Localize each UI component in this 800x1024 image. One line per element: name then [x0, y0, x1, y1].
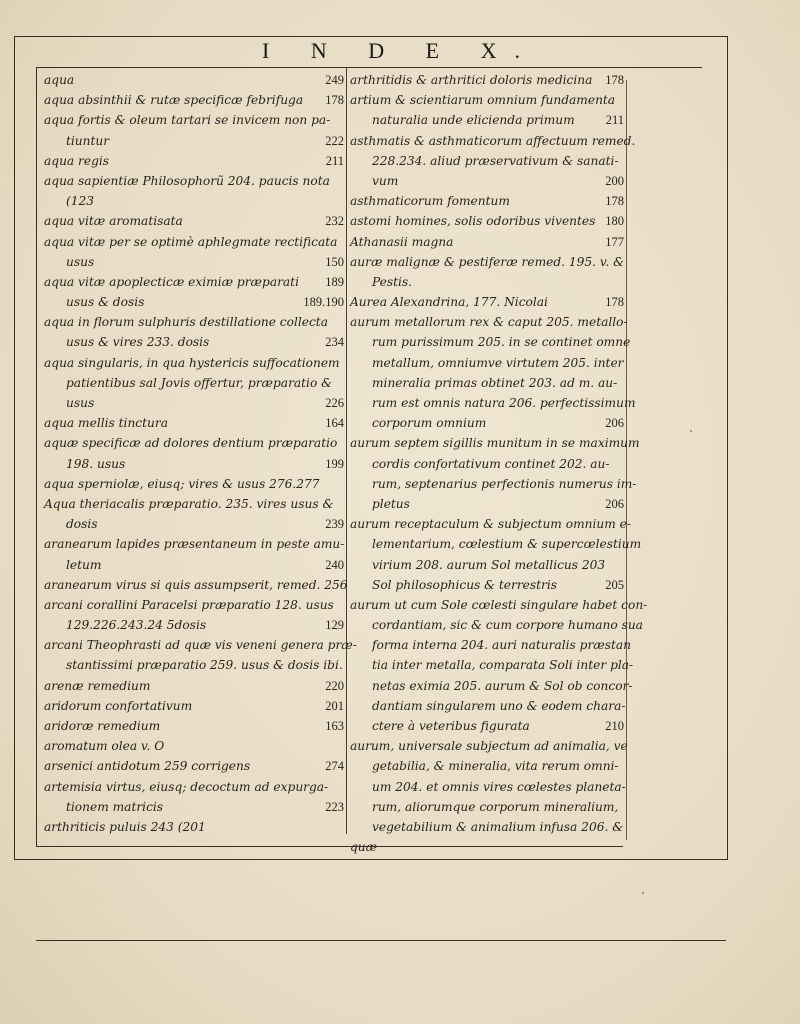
- index-entry-text: ctere à veteribus figurata: [372, 719, 530, 733]
- index-entry: [44, 817, 344, 837]
- index-entry-text: aqua vitæ per se optimè aphlegmate rectificata: [44, 234, 338, 249]
- index-entry-text: tiuntur: [66, 133, 110, 148]
- index-entry-text: metallum, omniumve virtutem 205. inter: [372, 355, 624, 370]
- index-entry: [350, 70, 624, 90]
- index-entry-text: aranearum lapides præsentaneum in peste amu-: [44, 537, 345, 552]
- index-entry-text: Aurea Alexandrina, 177. Nicolai: [350, 295, 548, 310]
- page-title: I N D E X.: [262, 38, 538, 63]
- index-entry: [44, 736, 344, 756]
- index-entry: [44, 90, 344, 110]
- index-entry-page-number: 239: [325, 517, 344, 532]
- index-entry: [44, 131, 344, 151]
- index-entry-text: forma interna 204. auri naturalis præstan: [372, 638, 631, 653]
- index-entry-text: artium & scientiarum omnium fundamenta: [350, 93, 616, 108]
- index-entry: [44, 494, 344, 514]
- index-entry: [350, 90, 624, 110]
- index-entry-page-number: 211: [325, 153, 344, 168]
- index-entry: [350, 332, 631, 352]
- index-entry-page-number: 200: [605, 173, 624, 188]
- index-entry-text: aqua regis: [44, 153, 110, 168]
- index-entry-page-number: 180: [605, 214, 624, 229]
- index-entry-text: getabilia, & mineralia, vita rerum omni-: [372, 759, 619, 774]
- index-entry: [44, 514, 344, 534]
- index-entry-text: arthriticis puluis 243 (201: [44, 819, 206, 834]
- index-entry-page-number: 222: [325, 133, 344, 148]
- index-entry: [350, 151, 624, 171]
- index-entry: [350, 252, 624, 272]
- index-entry-text: mineralia primas obtinet 203. ad m. au-: [372, 375, 618, 390]
- index-entry: [350, 373, 624, 393]
- index-entry-page-number: 201: [325, 698, 344, 713]
- index-entry-text: aqua in florum sulphuris destillatione collecta: [44, 315, 328, 330]
- index-entry: [350, 353, 624, 373]
- index-entry-text: aqua fortis & oleum tartari se invicem non pa-: [44, 113, 331, 128]
- index-entry-page-number: 240: [325, 557, 344, 572]
- index-entry: [350, 534, 642, 554]
- index-entry: [350, 635, 631, 655]
- index-entry-text: 198. usus: [66, 456, 126, 471]
- index-entry-text: asthmaticorum fomentum: [350, 194, 510, 209]
- bottom-rule: [36, 940, 726, 941]
- index-entry-page-number: 199: [325, 456, 344, 471]
- index-entry: [44, 191, 344, 211]
- index-entry: [44, 615, 344, 635]
- index-entry: [350, 777, 624, 797]
- index-entry-text: usus: [66, 254, 95, 269]
- index-column-right: [350, 70, 648, 857]
- index-entry-text: aridorum confortativum: [44, 698, 193, 713]
- index-entry-text: aqua absinthii & rutæ specificæ febrifuga: [44, 93, 304, 108]
- index-entry-text: rum purissimum 205. in se continet omne: [372, 335, 631, 350]
- index-entry-text: Pestis.: [372, 274, 413, 289]
- paper-speck: [642, 892, 644, 894]
- index-entry: [44, 110, 344, 130]
- index-entry: [350, 454, 624, 474]
- index-entry-text: 228.234. aliud præservativum & sanati-: [372, 153, 619, 168]
- index-entry-page-number: 211: [605, 113, 624, 128]
- index-entry: [350, 171, 624, 191]
- index-entry-text: vum: [372, 173, 399, 188]
- index-entry: [44, 474, 344, 494]
- index-entry: [350, 514, 631, 534]
- index-entry-page-number: 178: [325, 93, 344, 108]
- index-entry: [44, 373, 344, 393]
- index-entry-page-number: 164: [325, 416, 344, 431]
- right-edge-rule: [626, 80, 627, 840]
- index-entry-page-number: 234: [325, 335, 344, 350]
- index-entry: [44, 555, 344, 575]
- index-entry-text: arsenici antidotum 259 corrigens: [44, 759, 251, 774]
- index-entry: [44, 595, 344, 615]
- index-entry: [350, 312, 628, 332]
- index-entry: [350, 191, 624, 211]
- index-entry-text: astomi homines, solis odoribus viventes: [350, 214, 596, 229]
- index-entry-text: aurum, universale subjectum ad animalia, ve: [350, 739, 628, 754]
- index-entry-page-number: 223: [325, 799, 344, 814]
- index-entry: [350, 393, 636, 413]
- index-entry: [350, 696, 624, 716]
- index-entry-text: aurum receptaculum & subjectum omnium e-: [350, 517, 631, 532]
- index-entry-text: aqua vitæ aromatisata: [44, 214, 183, 229]
- index-entry: [350, 615, 643, 635]
- index-entry: [350, 716, 624, 736]
- index-entry: [350, 575, 624, 595]
- index-entry: [44, 655, 344, 675]
- index-column-left: [44, 70, 357, 837]
- index-entry: [44, 777, 344, 797]
- index-entry: [350, 837, 624, 857]
- index-entry-text: Athanasii magna: [350, 234, 454, 249]
- index-entry-text: vegetabilium & animalium infusa 206. &: [372, 819, 624, 834]
- index-entry-text: pletus: [372, 496, 410, 511]
- index-entry-text: dantiam singularem uno & eodem chara-: [372, 698, 626, 713]
- index-entry: [44, 575, 348, 595]
- index-entry: [44, 716, 344, 736]
- index-entry: [44, 676, 344, 696]
- index-entry: [44, 70, 344, 90]
- index-entry-page-number: 163: [325, 719, 344, 733]
- index-entry: [44, 171, 344, 191]
- index-entry-page-number: 205: [605, 577, 624, 592]
- index-entry-text: rum, aliorumque corporum mineralium,: [372, 799, 619, 814]
- index-entry-text: dosis: [66, 517, 98, 532]
- index-entry-text: corporum omnium: [372, 416, 487, 431]
- index-entry-page-number: 178: [605, 295, 624, 310]
- index-entry-text: patientibus sal Jovis offertur, præparatio &: [66, 375, 333, 390]
- index-entry-text: aqua sapientiæ Philosophorũ 204. paucis nota: [44, 173, 330, 188]
- index-entry-text: aqua singularis, in qua hystericis suffocationem: [44, 355, 340, 370]
- index-entry-text: aurum septem sigillis munitum in se maximum: [350, 436, 640, 451]
- index-entry-text: naturalia unde elicienda primum: [372, 113, 575, 128]
- index-entry: [350, 211, 624, 231]
- paper-speck: [690, 430, 692, 432]
- index-entry-text: stantissimi præparatio 259. usus & dosis ibi.: [66, 658, 343, 673]
- index-entry-text: Aqua theriacalis præparatio. 235. vires usus &: [44, 496, 334, 511]
- index-entry: [350, 655, 634, 675]
- index-entry: [350, 292, 624, 312]
- index-entry: [350, 232, 624, 252]
- index-entry-text: artemisia virtus, eiusq; decoctum ad expurga-: [44, 779, 329, 794]
- index-entry-page-number: 150: [325, 254, 344, 269]
- index-entry-text: aqua sperniolæ, eiusq; vires & usus 276.277: [44, 476, 320, 491]
- index-entry: [350, 756, 624, 776]
- index-entry-text: auræ malignæ & pestiferæ remed. 195. v. &: [350, 254, 624, 269]
- index-entry-text: (123: [66, 194, 95, 209]
- index-entry: [350, 272, 624, 292]
- index-entry-text: arenæ remedium: [44, 678, 151, 693]
- index-entry: [350, 433, 640, 453]
- index-entry-text: lementarium, cœlestium & supercœlestium: [372, 537, 642, 552]
- index-entry-text: letum: [66, 557, 102, 572]
- index-entry-page-number: 249: [325, 73, 344, 87]
- index-entry: [350, 131, 636, 151]
- index-entry: [350, 474, 637, 494]
- index-entry-text: um 204. et omnis vires cœlestes planeta-: [372, 779, 626, 794]
- index-entry-text: rum est omnis natura 206. perfectissimum: [372, 396, 636, 410]
- index-entry-text: aranearum virus si quis assumpserit, remed. 256: [44, 577, 348, 592]
- index-entry-text: arthritidis & arthritici doloris medicina: [350, 73, 593, 87]
- index-entry: [44, 252, 344, 272]
- index-entry: [44, 292, 344, 312]
- index-entry-page-number: 189.190: [303, 295, 344, 310]
- index-entry: [44, 393, 344, 413]
- index-entry: [350, 555, 624, 575]
- index-entry: [350, 413, 624, 433]
- index-entry-page-number: 206: [605, 496, 624, 511]
- index-entry: [44, 433, 344, 453]
- index-entry: [350, 676, 633, 696]
- index-entry-text: quæ: [350, 840, 378, 855]
- column-divider: [346, 68, 347, 834]
- index-entry-page-number: 189: [325, 274, 344, 289]
- index-entry-page-number: 220: [325, 678, 344, 693]
- index-entry-page-number: 206: [605, 416, 624, 431]
- index-entry: [44, 211, 344, 231]
- index-entry-text: aqua mellis tinctura: [44, 416, 168, 431]
- index-entry-text: rum, septenarius perfectionis numerus im-: [372, 476, 637, 491]
- index-entry-text: cordis confortativum continet 202. au-: [372, 456, 610, 471]
- index-entry-text: aurum ut cum Sole cœlesti singulare habet con-: [350, 597, 648, 612]
- index-entry: [44, 534, 344, 554]
- index-entry-text: aridoræ remedium: [44, 719, 161, 733]
- index-entry-text: virium 208. aurum Sol metallicus 203: [372, 557, 606, 572]
- index-entry: [350, 736, 628, 756]
- index-entry-text: 129.226.243.24 5dosis: [66, 618, 207, 633]
- index-entry: [44, 756, 344, 776]
- index-entry-text: usus & dosis: [66, 295, 145, 310]
- index-entry-text: arcani corallini Paracelsi præparatio 128. usus: [44, 597, 334, 612]
- index-entry-text: aurum metallorum rex & caput 205. metallo-: [350, 315, 628, 330]
- index-entry-text: tionem matricis: [66, 799, 164, 814]
- index-entry-page-number: 274: [325, 759, 344, 774]
- index-entry: [44, 696, 344, 716]
- index-entry: [44, 797, 344, 817]
- index-entry-page-number: 129: [325, 618, 344, 633]
- index-entry: [44, 312, 344, 332]
- index-entry-text: cordantiam, sic & cum corpore humano sua: [372, 618, 643, 633]
- index-entry-text: arcani Theophrasti ad quæ vis veneni genera præ-: [44, 638, 357, 653]
- index-entry-text: asthmatis & asthmaticorum affectuum remed.: [350, 133, 636, 148]
- index-entry: [44, 151, 344, 171]
- index-entry-page-number: 178: [605, 194, 624, 209]
- index-entry-text: aquæ specificæ ad dolores dentium præparatio: [44, 436, 338, 451]
- index-entry: [44, 232, 344, 252]
- index-entry: [44, 353, 344, 373]
- index-entry-text: usus: [66, 396, 95, 410]
- index-entry: [350, 595, 648, 615]
- index-entry-text: aqua vitæ apoplecticæ eximiæ præparati: [44, 274, 299, 289]
- index-entry-page-number: 226: [325, 396, 344, 410]
- index-entry-text: aromatum olea v. O: [44, 739, 165, 754]
- index-entry: [44, 413, 344, 433]
- index-entry: [44, 454, 344, 474]
- index-entry-text: Sol philosophicus & terrestris: [372, 577, 558, 592]
- index-entry-page-number: 178: [605, 73, 624, 87]
- index-entry-text: tia inter metalla, comparata Soli inter pla-: [372, 658, 634, 673]
- index-entry-text: netas eximia 205. aurum & Sol ob concor-: [372, 678, 633, 693]
- index-entry: [44, 272, 344, 292]
- index-entry: [350, 494, 624, 514]
- index-entry-text: usus & vires 233. dosis: [66, 335, 210, 350]
- index-entry-page-number: 232: [325, 214, 344, 229]
- index-entry: [350, 110, 624, 130]
- index-entry-text: aqua: [44, 73, 75, 87]
- index-entry: [44, 332, 344, 352]
- index-entry: [44, 635, 357, 655]
- index-entry: [350, 817, 624, 837]
- index-entry: [350, 797, 624, 817]
- index-entry-page-number: 177: [605, 234, 624, 249]
- index-entry-page-number: 210: [605, 719, 624, 733]
